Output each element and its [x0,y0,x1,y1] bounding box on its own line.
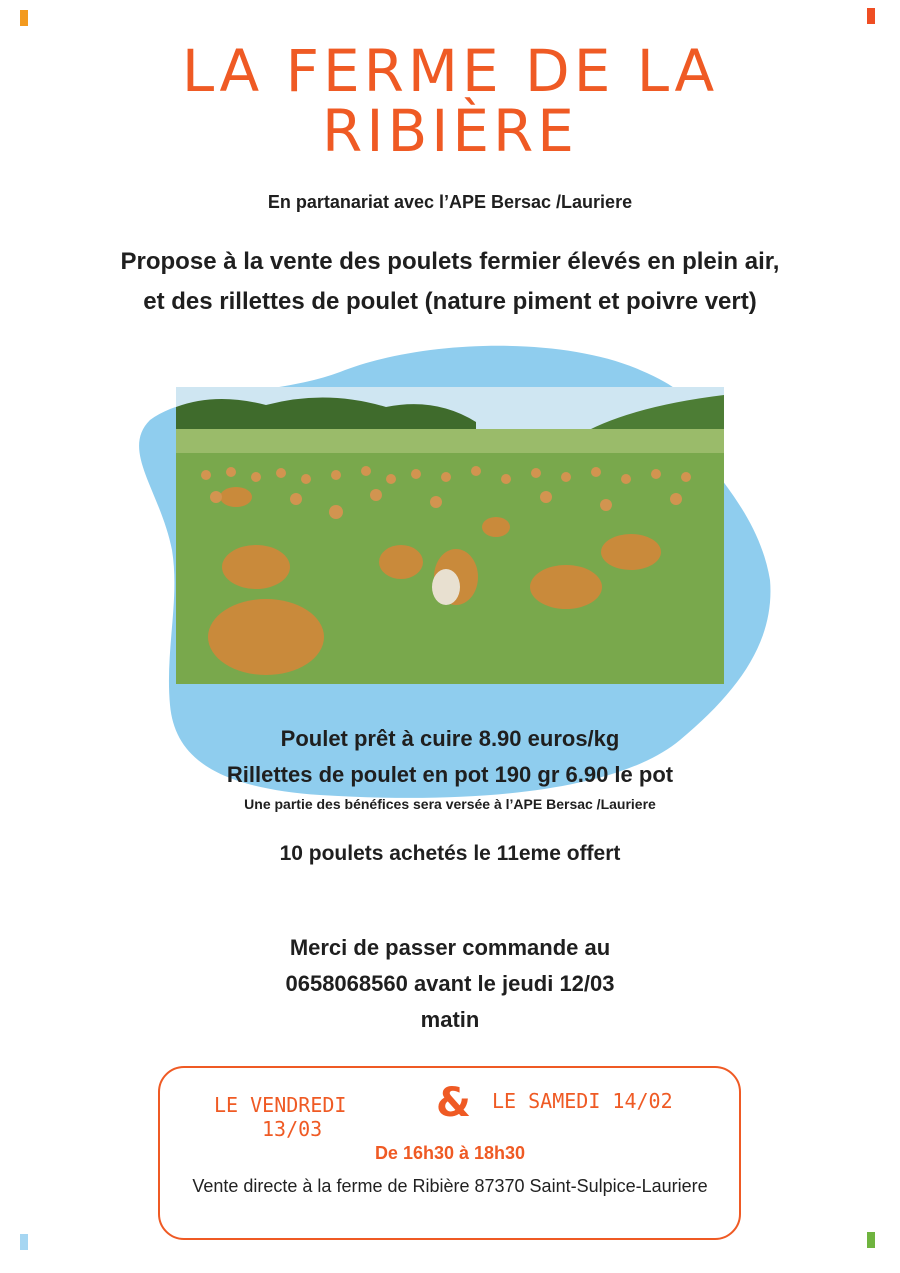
order-line-1: Merci de passer commande au [289,935,611,960]
sale-day-1: LE VENDREDI [214,1093,347,1117]
promo-offer: 10 poulets achetés le 11eme offert [279,842,621,865]
title-line-2: RIBIÈRE [322,97,578,165]
sale-day-1-date: 13/03 [262,1117,323,1141]
order-line-3: matin [420,1007,480,1032]
sale-day-2: LE SAMEDI 14/02 [492,1089,673,1113]
corner-mark-green [867,1232,875,1248]
rillettes-price: Rillettes de poulet en pot 190 gr 6.90 le pot [226,762,674,787]
corner-mark-blue [20,1234,28,1250]
product-description: Propose à la vente des poulets fermier élevés en plein air, et des rillettes de poulet (nature piment et poivre vert) [120,248,780,315]
sale-hours: De 16h30 à 18h30 [374,1143,526,1163]
ampersand: & [436,1080,471,1126]
chicken-price: Poulet prêt à cuire 8.90 euros/kg [280,726,620,751]
sale-address: Vente directe à la ferme de Ribière 87370 Saint-Sulpice-Lauriere [192,1176,708,1196]
chicken-farm-photo [176,387,724,684]
benefits-note: Une partie des bénéfices sera versée à l’APE Bersac /Lauriere [244,796,656,812]
partnership-subtitle: En partanariat avec l’APE Bersac /Lauriere [267,192,633,212]
title-line-1: LA FERME DE LA [181,37,719,105]
order-info [0,930,900,1038]
order-line-2: 0658068560 avant le jeudi 12/03 [285,971,615,996]
